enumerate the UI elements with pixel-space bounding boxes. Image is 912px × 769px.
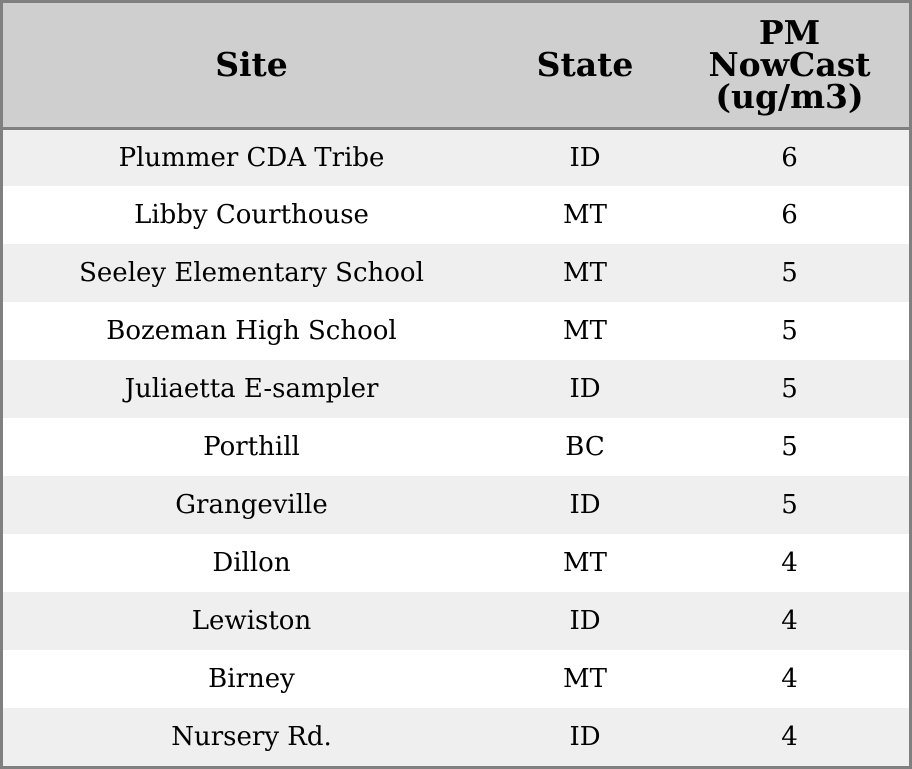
- header-row: [3, 3, 909, 128]
- header-pm-line-3: (ug/m3): [715, 76, 864, 116]
- cell-site: Porthill: [203, 432, 300, 462]
- cell-pm: 4: [781, 606, 798, 636]
- cell-state: MT: [563, 200, 607, 230]
- cell-state: ID: [569, 722, 601, 752]
- cell-state: ID: [569, 142, 601, 173]
- cell-state: MT: [563, 316, 607, 346]
- cell-site: Plummer CDA Tribe: [118, 142, 385, 173]
- table-header: [3, 3, 909, 128]
- cell-state: BC: [565, 432, 605, 462]
- table-row: [3, 128, 909, 186]
- table-row: [3, 186, 909, 244]
- cell-pm: 4: [781, 664, 798, 694]
- table-row: [3, 418, 909, 476]
- header-pm-line-2: NowCast: [708, 44, 871, 84]
- cell-pm: 5: [781, 316, 798, 346]
- pm-nowcast-table: [3, 3, 909, 766]
- cell-state: ID: [569, 606, 601, 636]
- cell-pm: 5: [781, 432, 798, 462]
- table-body: [3, 128, 909, 766]
- cell-site: Grangeville: [175, 490, 328, 520]
- table-row: [3, 708, 909, 766]
- cell-pm: 4: [781, 548, 798, 578]
- cell-pm: 5: [781, 490, 798, 520]
- header-state: State: [500, 3, 670, 128]
- cell-state: ID: [569, 374, 601, 404]
- cell-site: Birney: [208, 664, 295, 694]
- table-row: [3, 244, 909, 302]
- cell-site: Lewiston: [191, 606, 312, 636]
- table-row: [3, 302, 909, 360]
- table-row: [3, 476, 909, 534]
- cell-site: Dillon: [212, 548, 291, 578]
- cell-site: Libby Courthouse: [134, 200, 369, 230]
- table-row: [3, 534, 909, 592]
- table-row: [3, 360, 909, 418]
- cell-site: Juliaetta E-sampler: [124, 374, 379, 404]
- table-row: [3, 592, 909, 650]
- cell-pm: 5: [781, 374, 798, 404]
- header-pm: [670, 3, 909, 128]
- table-row: [3, 650, 909, 708]
- cell-pm: 6: [781, 142, 798, 173]
- cell-pm: 5: [781, 258, 798, 288]
- header-pm-line-1: PM: [758, 12, 821, 52]
- cell-site: Bozeman High School: [106, 316, 397, 346]
- cell-state: MT: [563, 548, 607, 578]
- cell-state: ID: [569, 490, 601, 520]
- cell-state: MT: [563, 664, 607, 694]
- cell-pm: 4: [781, 722, 798, 752]
- cell-site: Nursery Rd.: [171, 722, 332, 752]
- header-site: Site: [3, 3, 500, 128]
- cell-pm: 6: [781, 200, 798, 230]
- cell-state: MT: [563, 258, 607, 288]
- cell-site: Seeley Elementary School: [79, 258, 424, 288]
